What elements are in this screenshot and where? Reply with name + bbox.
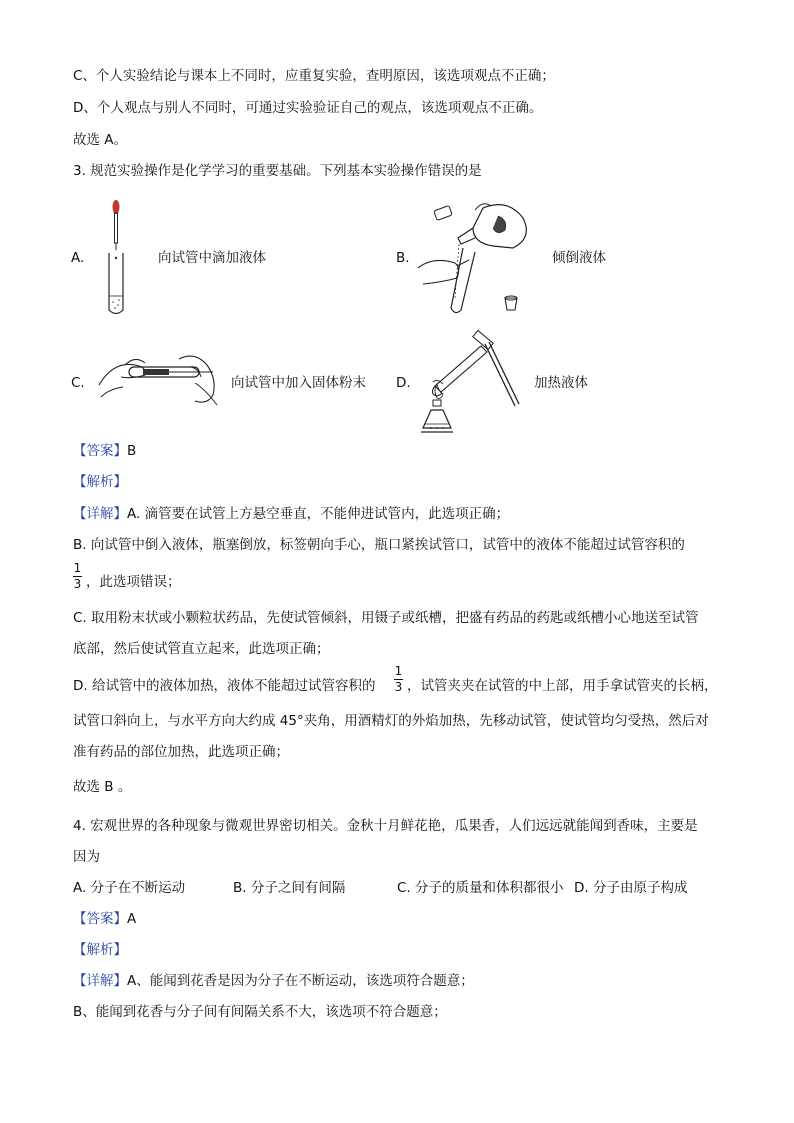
text-line: 故选 B 。 (73, 779, 132, 795)
answer-4 (73, 909, 136, 929)
option-c: C. 分子的质量和体积都很小 (397, 880, 564, 896)
text-line: C. 取用粉末状或小颗粒状药品，先使试管倾斜，用镊子或纸槽，把盛有药品的药匙或纸槽小心地送至试管 (73, 610, 699, 626)
text-line: 故选 A。 (73, 132, 128, 148)
fraction-denominator: 3 (394, 680, 403, 694)
answer-value: A (127, 911, 137, 927)
option-d-text: 加热液体 (534, 375, 588, 391)
option-d-letter: D. (396, 375, 411, 391)
dropper-test-tube-image (100, 198, 136, 318)
fraction-numerator: 1 (394, 664, 403, 678)
text-line: B. 向试管中倒入液体，瓶塞倒放，标签朝向手心，瓶口紧挨试管口，试管中的液体不能超过试管容积的 (73, 537, 685, 553)
answer-bracket: 【答案】 (73, 443, 127, 459)
detail-line (73, 971, 474, 991)
option-a: A. 分子在不断运动 (73, 880, 186, 896)
fraction (394, 665, 403, 694)
analysis-heading: 【解析】 (73, 474, 127, 490)
text-line: ，此选项错误； (86, 574, 181, 590)
option-a-text: 向试管中滴加液体 (158, 250, 266, 266)
text-line: ，试管夹夹在试管的中上部，用手拿试管夹的长柄， (407, 678, 718, 694)
adding-powder-image (95, 345, 221, 413)
detail-bracket: 【详解】 (73, 973, 127, 989)
option-a-letter: A. (71, 250, 85, 266)
answer-value: B (127, 443, 137, 459)
detail-text: A. 滴管要在试管上方悬空垂直，不能伸进试管内，此选项正确； (127, 506, 510, 522)
text-line: D. 给试管中的液体加热，液体不能超过试管容积的 (73, 678, 376, 694)
text-line: C、个人实验结论与课本上不同时，应重复实验，查明原因，该选项观点不正确； (73, 68, 555, 84)
question-4-cont: 因为 (73, 849, 100, 865)
option-b: B. 分子之间有间隔 (233, 880, 346, 896)
heating-liquid-image (413, 328, 523, 436)
text-line: 底部，然后使试管直立起来，此选项正确； (73, 641, 330, 657)
option-b-text: 倾倒液体 (552, 250, 606, 266)
detail-bracket: 【详解】 (73, 506, 127, 522)
question-4: 4. 宏观世界的各种现象与微观世界密切相关。金秋十月鲜花艳，瓜果香，人们远远就能闻到香味，主要是 (73, 818, 698, 834)
fraction (73, 562, 82, 591)
text-line: B、能闻到花香与分子间有间隔关系不大，该选项不符合题意； (73, 1004, 447, 1020)
option-c-text: 向试管中加入固体粉末 (231, 375, 366, 391)
option-b-letter: B. (396, 250, 410, 266)
option-d: D. 分子由原子构成 (574, 880, 688, 896)
pouring-liquid-image (413, 198, 535, 320)
analysis-heading: 【解析】 (73, 942, 127, 958)
detail-text: A、能闻到花香是因为分子在不断运动，该选项符合题意； (127, 973, 474, 989)
question-3: 3. 规范实验操作是化学学习的重要基础。下列基本实验操作错误的是 (73, 163, 482, 179)
detail-line (73, 504, 509, 524)
answer-3 (73, 441, 136, 461)
answer-bracket: 【答案】 (73, 911, 127, 927)
text-line: 试管口斜向上，与水平方向大约成 45°夹角，用酒精灯的外焰加热，先移动试管，使试管均匀受热，然后对 (73, 713, 709, 729)
option-c-letter: C. (71, 375, 85, 391)
fraction-denominator: 3 (73, 577, 82, 591)
text-line: 准有药品的部位加热，此选项正确； (73, 744, 289, 760)
fraction-numerator: 1 (73, 561, 82, 575)
text-line: D、个人观点与别人不同时，可通过实验验证自己的观点，该选项观点不正确。 (73, 100, 543, 116)
